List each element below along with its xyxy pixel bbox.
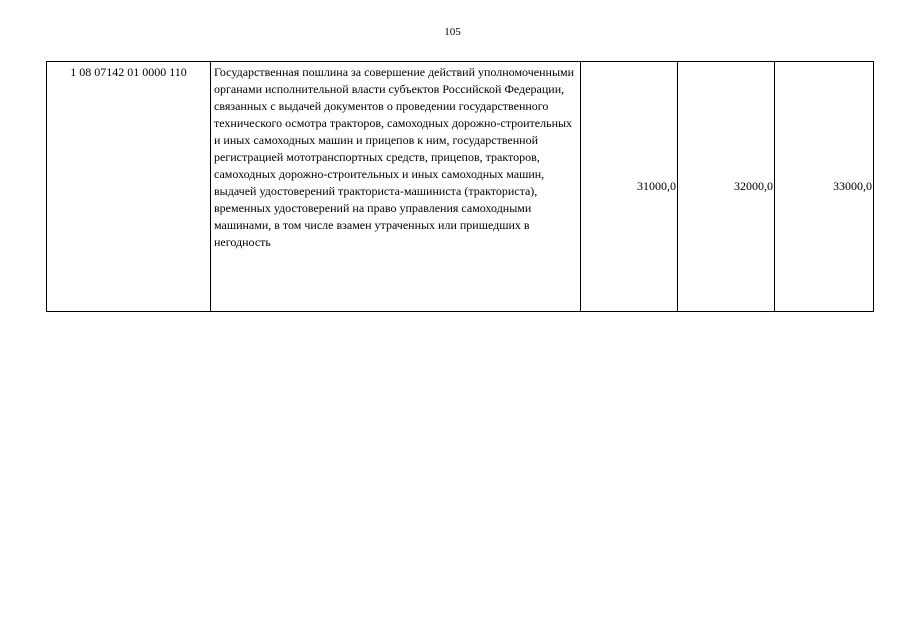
page-number: 105	[444, 26, 461, 38]
amount-year-3: 33000,0	[775, 62, 874, 312]
budget-classification-code: 1 08 07142 01 0000 110	[47, 62, 211, 312]
amount-year-1: 31000,0	[581, 62, 678, 312]
revenue-description: Государственная пошлина за совершение действий уполномоченными органами исполнительной власти субъектов Российской Федерации, связанных с выдачей документов о проведении государственного технического осмотра тракторов, самоходных дорожно-строительных и иных самоходных машин и прицепов к ним, государственной регистрацией мототранспортных средств, прицепов, тракторов, самоходных дорожно-строительных и иных самоходных машин, выдачей удостоверений тракториста-машиниста (тракториста), временных удостоверений на право управления самоходными машинами, в том числе взамен утраченных или пришедших в негодность	[211, 62, 581, 312]
budget-table	[46, 61, 874, 312]
table-row	[47, 62, 874, 312]
amount-year-2: 32000,0	[678, 62, 775, 312]
